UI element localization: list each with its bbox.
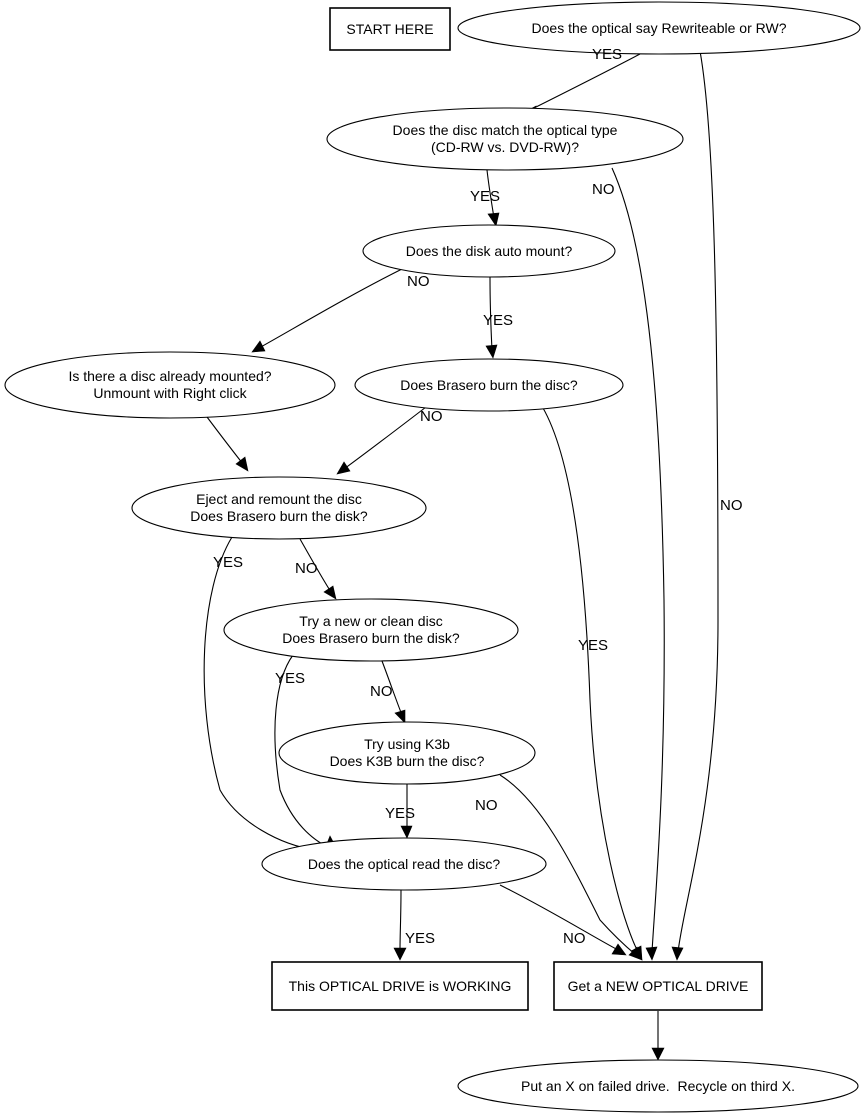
node-recycle: [458, 1060, 858, 1112]
node-discmatch: [327, 108, 683, 170]
arrow-head-icon: [488, 213, 499, 226]
edge-readdisc-to-newdrive: [500, 885, 618, 950]
edge-label: NO: [563, 930, 586, 947]
edge-label: NO: [720, 497, 743, 514]
arrow-head-icon: [401, 826, 412, 838]
edge-label: NO: [420, 408, 443, 425]
node-label-working: This OPTICAL DRIVE is WORKING: [288, 977, 512, 994]
node-newdisc: [224, 599, 518, 661]
arrow-head-icon: [612, 944, 626, 955]
arrow-head-icon: [486, 345, 497, 358]
arrow-head-icon: [672, 947, 683, 960]
edge-label: NO: [295, 560, 318, 577]
arrow-head-icon: [337, 462, 350, 474]
node-brasero: [355, 359, 623, 411]
edge-label: NO: [475, 797, 498, 814]
node-label-k3b: Try using K3b Does K3B burn the disc?: [329, 736, 485, 769]
edge-label: YES: [483, 312, 514, 329]
node-label-brasero: Does Brasero burn the disc?: [400, 376, 578, 393]
edge-label: YES: [592, 46, 623, 63]
node-k3b: [279, 722, 535, 784]
edge-ejectremount-to-readdisc: [204, 537, 316, 850]
edge-label: NO: [592, 181, 615, 198]
edge-automount-to-mounted: [259, 268, 404, 348]
edge-label: YES: [275, 670, 306, 687]
node-label-newdisc: Try a new or clean disc Does Brasero burn the disk?: [282, 613, 460, 646]
node-label-rewriteable: Does the optical say Rewriteable or RW?: [531, 19, 787, 36]
edge-rewriteable-to-discmatch: [530, 54, 640, 110]
node-ejectremount: [132, 477, 426, 539]
edge-label: YES: [470, 188, 501, 205]
node-start: [330, 8, 450, 50]
node-label-newdrive: Get a NEW OPTICAL DRIVE: [567, 977, 749, 994]
edge-label: YES: [578, 637, 609, 654]
node-label-readdisc: Does the optical read the disc?: [307, 855, 501, 872]
edge-discmatch-to-newdrive: [612, 168, 664, 952]
node-automount: [363, 225, 615, 277]
arrow-head-icon: [252, 341, 265, 352]
node-readdisc: [262, 838, 546, 890]
node-working: [272, 962, 528, 1010]
node-label-ejectremount: Eject and remount the disc Does Brasero burn the disk?: [190, 491, 368, 524]
arrow-head-icon: [324, 586, 336, 599]
edge-brasero-to-newdrive: [540, 403, 638, 952]
arrow-head-icon: [395, 710, 405, 723]
node-label-start: START HERE: [346, 20, 434, 37]
arrow-head-icon: [394, 948, 406, 960]
node-label-automount: Does the disk auto mount?: [405, 242, 573, 259]
edge-label: NO: [407, 273, 430, 290]
edge-label: NO: [370, 683, 393, 700]
node-label-mounted: Is there a disc already mounted? Unmount with Right click: [68, 368, 272, 401]
arrow-head-icon: [646, 947, 657, 960]
edge-brasero-to-ejectremount: [344, 404, 430, 469]
node-newdrive: [554, 962, 762, 1010]
edge-label: YES: [213, 554, 244, 571]
arrow-head-icon: [652, 1048, 664, 1060]
edge-mounted-to-ejectremount: [207, 417, 243, 464]
edge-rewriteable-to-newdrive: [678, 51, 718, 952]
node-rewriteable: [458, 2, 860, 54]
node-mounted: [5, 352, 335, 418]
edge-readdisc-to-working: [400, 890, 401, 950]
node-label-discmatch: Does the disc match the optical type (CD-RW vs. DVD-RW)?: [392, 122, 618, 155]
edge-label: YES: [385, 805, 416, 822]
arrow-head-icon: [236, 457, 248, 471]
node-label-recycle: Put an X on failed drive. Recycle on third X.: [521, 1077, 795, 1094]
edge-label: YES: [405, 930, 436, 947]
